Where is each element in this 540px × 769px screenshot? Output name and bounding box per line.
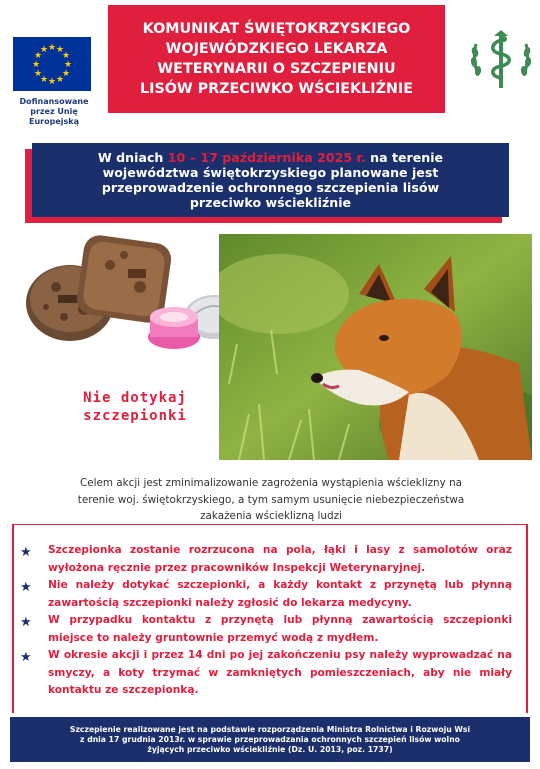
title-line: KOMUNIKAT ŚWIĘTOKRZYSKIEGO — [142, 21, 411, 37]
instruction-item: Nie należy dotykać szczepionki, a każdy kontakt z przynętą lub płynną zawartością szczepionki należy zgłosić do lekarza medycyny. — [48, 579, 512, 609]
announcement-prefix: W dniach — [97, 150, 164, 165]
announcement-line2: województwa świętokrzyskiego planowane jest — [102, 165, 439, 180]
fox-photo — [219, 234, 532, 460]
eu-funding-caption — [4, 97, 104, 127]
svg-text:★: ★ — [47, 43, 57, 53]
announcement-line3: przeprowadzenie ochronnego szczepienia lisów — [101, 180, 440, 195]
veterinary-emblem-icon — [468, 22, 534, 94]
svg-text:★: ★ — [63, 60, 73, 70]
warning-line1: Nie dotykaj — [83, 390, 187, 406]
purpose-line: Celem akcji jest zminimalizowanie zagrożenia wystąpienia wścieklizny na — [79, 477, 463, 489]
legal-basis-footer — [10, 717, 530, 762]
title-banner — [108, 5, 445, 113]
star-bullet-icon: ★ — [20, 615, 32, 630]
instruction-item: W okresie akcji i przez 14 dni po jej zakończeniu psy należy wyprowadzać na smyczy, a koty trzymać w zamkniętych pomieszczeniach, aby nie miały kontaktu ze szczepionką. — [48, 649, 512, 696]
eu-flag-logo — [13, 37, 91, 91]
footer-line: z dnia 17 grudnia 2013r. w sprawie przeprowadzania ochronnych szczepień lisów wolno — [80, 734, 460, 744]
star-bullet-icon: ★ — [20, 545, 32, 560]
footer-line: żyjących przeciwko wściekliźnie (Dz. U. 2013, poz. 1737) — [147, 744, 393, 754]
svg-text:★: ★ — [61, 69, 71, 79]
svg-text:★: ★ — [33, 69, 43, 79]
announcement-box — [32, 143, 509, 217]
warning-line2: szczepionki — [83, 408, 187, 424]
svg-text:★: ★ — [39, 45, 49, 55]
title-line: WETERYNARII O SZCZEPIENIU — [157, 61, 396, 77]
announcement-suffix: na terenie — [370, 150, 444, 165]
campaign-purpose-text — [40, 475, 502, 525]
svg-text:★: ★ — [33, 51, 43, 61]
do-not-touch-warning — [60, 389, 210, 425]
instruction-item: Szczepionka zostanie rozrzucona na pola, łąki i lasy z samolotów oraz wyłożona ręcznie przez pracowników Inspekcji Weterynaryjnej. — [48, 544, 512, 574]
announcement-line1 — [32, 150, 509, 165]
svg-text:★: ★ — [61, 51, 71, 61]
vaccine-bait-image — [18, 225, 248, 377]
instructions-box — [12, 524, 528, 713]
purpose-line: terenie woj. świętokrzyskiego, a tym samym usunięcie niebezpieczeństwa — [77, 493, 465, 506]
footer-line: Szczepienie realizowane jest na podstawie rozporządzenia Ministra Rolnictwa i Rozwoju Wsi — [69, 724, 471, 734]
title-line: WOJEWÓDZKIEGO LEKARZA — [165, 41, 388, 57]
announcement-dates: 10 – 17 października 2025 r. — [167, 150, 366, 165]
svg-text:★: ★ — [39, 75, 49, 85]
svg-text:★: ★ — [55, 45, 65, 55]
title-line: LISÓW PRZECIWKO WŚCIEKLIŹNIE — [140, 81, 413, 97]
star-bullet-icon: ★ — [20, 650, 32, 665]
pink-capsule-icon — [148, 307, 200, 349]
star-bullet-icon: ★ — [20, 580, 32, 595]
eu-caption-line1: Dofinansowane — [19, 97, 89, 106]
svg-text:★: ★ — [31, 60, 41, 70]
svg-text:★: ★ — [47, 77, 57, 87]
svg-text:★: ★ — [55, 75, 65, 85]
eu-caption-line2: przez Unię Europejską — [29, 107, 79, 126]
eu-stars-icon — [13, 37, 91, 91]
instruction-item: W przypadku kontaktu z przynętą lub płynną zawartością szczepionki miejsce to należy gruntownie przemyć wodą z mydłem. — [48, 614, 512, 644]
announcement-line4: przeciwko wściekliźnie — [189, 195, 352, 210]
purpose-line: zakażenia wścieklizną ludzi — [200, 510, 342, 522]
